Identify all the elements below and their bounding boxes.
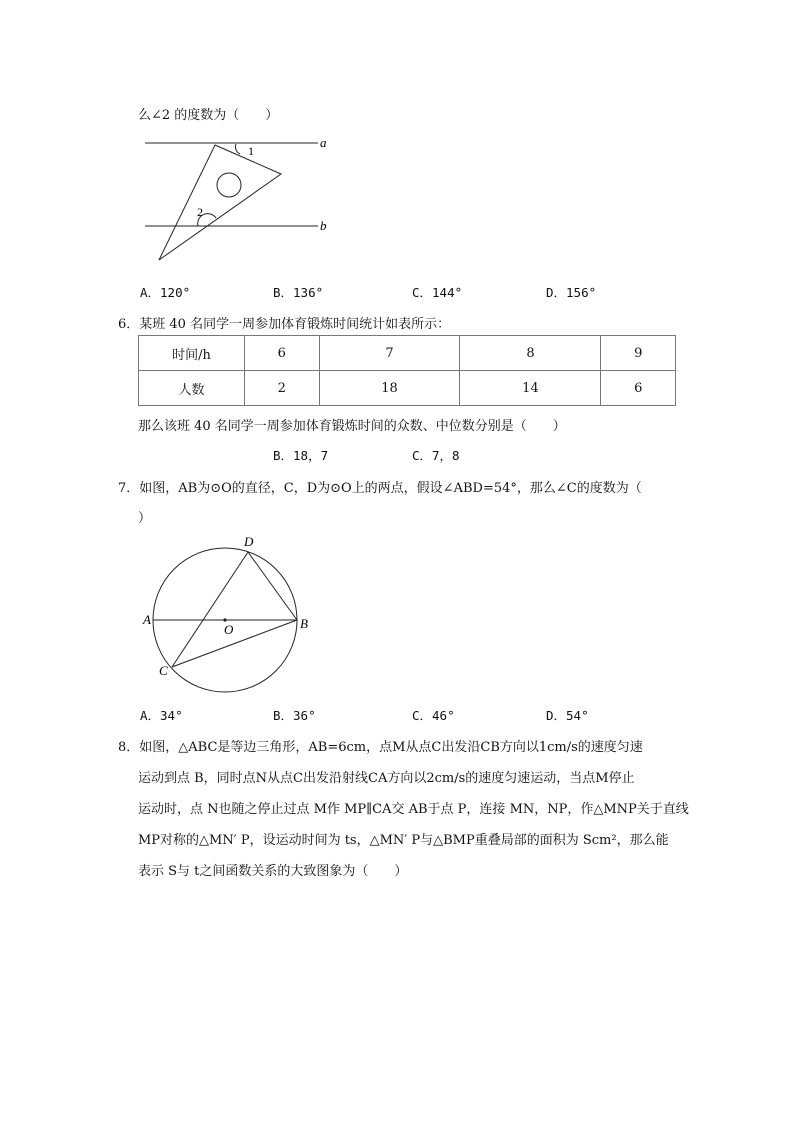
table-cell: 6 bbox=[245, 336, 320, 371]
ruler-hole-circle bbox=[217, 173, 241, 197]
label-c: C bbox=[159, 663, 168, 678]
label-d: D bbox=[244, 534, 254, 549]
q5-option-a[interactable]: A．120° bbox=[140, 285, 191, 300]
label-angle2: 2 bbox=[197, 205, 203, 219]
angle1-arc bbox=[235, 144, 240, 154]
chord-cb bbox=[172, 620, 297, 667]
table-cell: 8 bbox=[460, 336, 601, 371]
table-cell: 6 bbox=[601, 371, 676, 406]
label-angle1: 1 bbox=[248, 144, 254, 158]
q7-stem-line2: ） bbox=[138, 511, 152, 526]
q6-stats-table bbox=[138, 335, 676, 406]
table-row bbox=[139, 371, 676, 406]
q7-option-d[interactable]: D．54° bbox=[546, 708, 589, 723]
triangle-ruler bbox=[159, 145, 281, 260]
q7-option-b[interactable]: B．36° bbox=[273, 708, 316, 723]
q5-figure bbox=[140, 130, 340, 266]
q5-option-c[interactable]: C．144° bbox=[412, 285, 463, 300]
label-o: O bbox=[224, 622, 234, 637]
q6-stem: 6．某班 40 名同学一周参加体育锻炼时间统计如表所示： bbox=[118, 317, 451, 332]
label-a: a bbox=[320, 135, 327, 150]
q7-option-a[interactable]: A．34° bbox=[140, 708, 183, 723]
q5-option-d[interactable]: D．156° bbox=[546, 285, 597, 300]
table-cell: 7 bbox=[319, 336, 460, 371]
q8-line-5: 表示 S与 t之间函数关系的大致图象为（ ） bbox=[138, 864, 408, 879]
label-b: B bbox=[300, 616, 308, 631]
label-a: A bbox=[143, 612, 151, 627]
q8-line-1: 8．如图，△ABC是等边三角形，AB=6cm，点M从点C出发沿CB方向以1cm/s的速度匀速 bbox=[118, 740, 643, 755]
chord-cd bbox=[172, 552, 248, 667]
q8-line-3: 运动时，点 N也随之停止过点 M作 MP∥CA交 AB于点 P，连接 MN，NP，作△MNP关于直线 bbox=[138, 802, 689, 817]
q8-line-4: MP对称的△MN′ P，设运动时间为 ts，△MN′ P与△BMP重叠局部的面积为 Scm²，那么能 bbox=[138, 833, 669, 848]
q6-option-c[interactable]: C．7，8 bbox=[412, 448, 460, 463]
table-cell: 2 bbox=[245, 371, 320, 406]
q7-option-c[interactable]: C．46° bbox=[412, 708, 455, 723]
q6-question: 那么该班 40 名同学一周参加体育锻炼时间的众数、中位数分别是（ ） bbox=[138, 419, 566, 434]
q7-circle-figure bbox=[135, 532, 325, 697]
q5-stem: 么∠2 的度数为（ ） bbox=[138, 108, 279, 123]
table-cell: 18 bbox=[319, 371, 460, 406]
table-cell: 9 bbox=[601, 336, 676, 371]
q8-line-2: 运动到点 B，同时点N从点C出发沿射线CA方向以2cm/s的速度匀速运动，当点M停止 bbox=[138, 771, 635, 786]
label-b: b bbox=[320, 218, 327, 233]
row-header-count: 人数 bbox=[139, 371, 245, 406]
chord-db bbox=[248, 552, 297, 620]
q5-option-b[interactable]: B．136° bbox=[273, 285, 324, 300]
q6-option-b[interactable]: B．18，7 bbox=[273, 448, 329, 463]
table-row bbox=[139, 336, 676, 371]
row-header-hours: 时间/h bbox=[139, 336, 245, 371]
table-cell: 14 bbox=[460, 371, 601, 406]
q7-stem-line1: 7．如图，AB为⊙O的直径，C，D为⊙O上的两点，假设∠ABD=54°，那么∠C的度数为（ bbox=[118, 481, 642, 496]
